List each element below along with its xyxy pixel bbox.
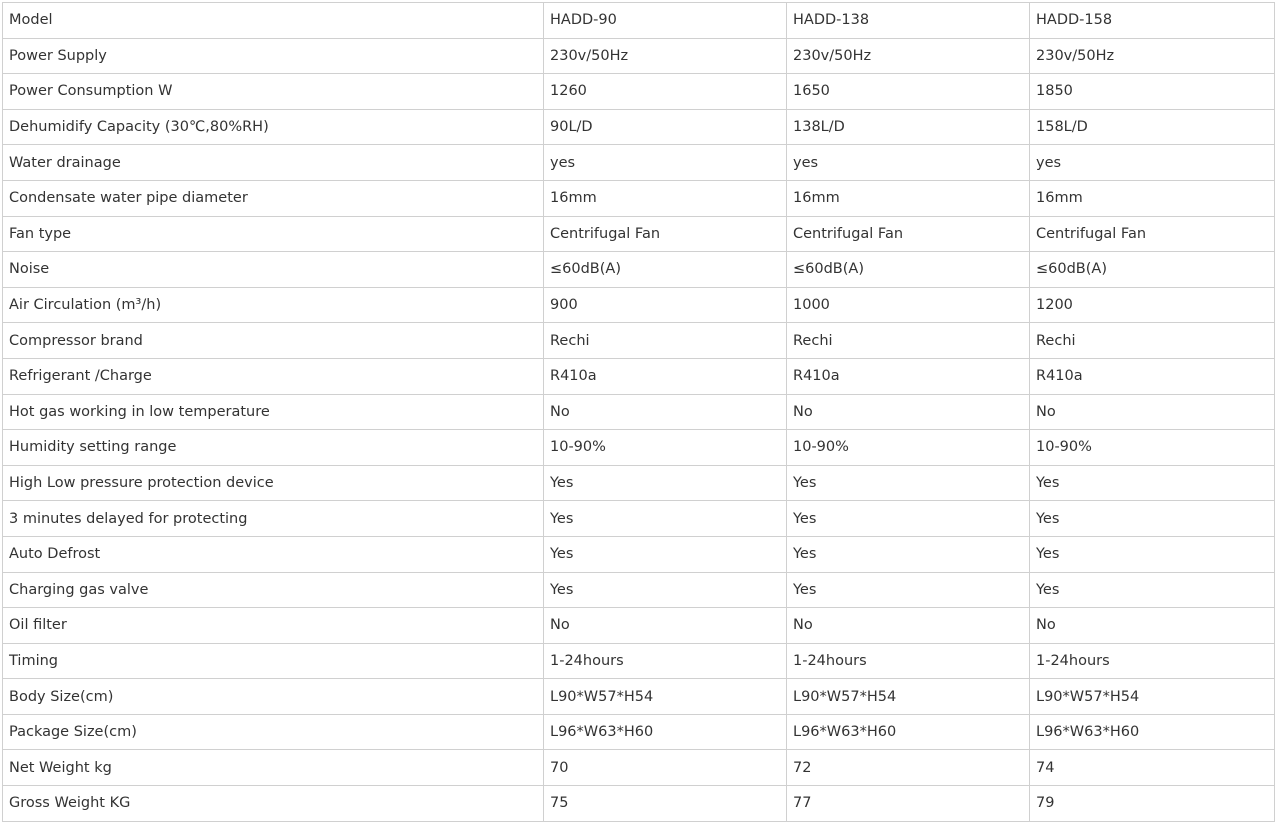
table-row bbox=[3, 216, 1275, 252]
table-row bbox=[3, 430, 1275, 466]
hadd-90-cell: Yes bbox=[544, 501, 787, 537]
hadd-138-cell: 77 bbox=[787, 786, 1030, 822]
table-row bbox=[3, 608, 1275, 644]
table-row bbox=[3, 750, 1275, 786]
hadd-158-cell: R410a bbox=[1030, 358, 1275, 394]
hadd-90-cell: Yes bbox=[544, 536, 787, 572]
spec-label-cell: Charging gas valve bbox=[3, 572, 544, 608]
hadd-138-cell: 138L/D bbox=[787, 109, 1030, 145]
hadd-158-cell: ≤60dB(A) bbox=[1030, 252, 1275, 288]
hadd-158-cell: Yes bbox=[1030, 465, 1275, 501]
hadd-138-cell: 1650 bbox=[787, 74, 1030, 110]
table-row bbox=[3, 287, 1275, 323]
spec-label-cell: Air Circulation (m³/h) bbox=[3, 287, 544, 323]
hadd-90-cell: No bbox=[544, 608, 787, 644]
hadd-158-cell: Centrifugal Fan bbox=[1030, 216, 1275, 252]
hadd-138-cell: Yes bbox=[787, 465, 1030, 501]
hadd-158-cell: yes bbox=[1030, 145, 1275, 181]
hadd-138-cell: yes bbox=[787, 145, 1030, 181]
hadd-138-cell: ≤60dB(A) bbox=[787, 252, 1030, 288]
hadd-158-cell: 79 bbox=[1030, 786, 1275, 822]
hadd-90-cell: 90L/D bbox=[544, 109, 787, 145]
hadd-90-cell: R410a bbox=[544, 358, 787, 394]
hadd-138-cell: 72 bbox=[787, 750, 1030, 786]
hadd-158-cell: Yes bbox=[1030, 572, 1275, 608]
hadd-158-cell: L90*W57*H54 bbox=[1030, 679, 1275, 715]
table-row bbox=[3, 536, 1275, 572]
hadd-158-cell: 230v/50Hz bbox=[1030, 38, 1275, 74]
table-row bbox=[3, 572, 1275, 608]
hadd-90-cell: No bbox=[544, 394, 787, 430]
table-row bbox=[3, 358, 1275, 394]
hadd-158-cell: 1200 bbox=[1030, 287, 1275, 323]
table-row bbox=[3, 145, 1275, 181]
hadd-138-cell: No bbox=[787, 394, 1030, 430]
hadd-138-cell: L96*W63*H60 bbox=[787, 714, 1030, 750]
table-row bbox=[3, 38, 1275, 74]
hadd-158-cell: 1-24hours bbox=[1030, 643, 1275, 679]
spec-label-cell: Water drainage bbox=[3, 145, 544, 181]
spec-label-cell: Body Size(cm) bbox=[3, 679, 544, 715]
table-row bbox=[3, 252, 1275, 288]
hadd-158-cell: 16mm bbox=[1030, 180, 1275, 216]
spec-label-cell: Power Supply bbox=[3, 38, 544, 74]
hadd-158-cell: No bbox=[1030, 394, 1275, 430]
hadd-90-cell: L96*W63*H60 bbox=[544, 714, 787, 750]
hadd-90-cell: HADD-90 bbox=[544, 3, 787, 39]
hadd-90-cell: L90*W57*H54 bbox=[544, 679, 787, 715]
spec-label-cell: Oil filter bbox=[3, 608, 544, 644]
spec-label-cell: 3 minutes delayed for protecting bbox=[3, 501, 544, 537]
spec-label-cell: Gross Weight KG bbox=[3, 786, 544, 822]
spec-label-cell: Refrigerant /Charge bbox=[3, 358, 544, 394]
spec-table bbox=[2, 2, 1275, 822]
hadd-138-cell: 10-90% bbox=[787, 430, 1030, 466]
hadd-90-cell: Rechi bbox=[544, 323, 787, 359]
hadd-90-cell: 1260 bbox=[544, 74, 787, 110]
spec-label-cell: Fan type bbox=[3, 216, 544, 252]
hadd-90-cell: 900 bbox=[544, 287, 787, 323]
hadd-138-cell: 230v/50Hz bbox=[787, 38, 1030, 74]
table-row bbox=[3, 74, 1275, 110]
hadd-138-cell: 16mm bbox=[787, 180, 1030, 216]
hadd-90-cell: Centrifugal Fan bbox=[544, 216, 787, 252]
spec-label-cell: Noise bbox=[3, 252, 544, 288]
table-row bbox=[3, 786, 1275, 822]
hadd-138-cell: Yes bbox=[787, 572, 1030, 608]
hadd-158-cell: Yes bbox=[1030, 536, 1275, 572]
hadd-138-cell: Yes bbox=[787, 501, 1030, 537]
hadd-90-cell: Yes bbox=[544, 465, 787, 501]
hadd-138-cell: L90*W57*H54 bbox=[787, 679, 1030, 715]
hadd-90-cell: ≤60dB(A) bbox=[544, 252, 787, 288]
spec-label-cell: Net Weight kg bbox=[3, 750, 544, 786]
table-row bbox=[3, 501, 1275, 537]
hadd-158-cell: Yes bbox=[1030, 501, 1275, 537]
hadd-90-cell: 16mm bbox=[544, 180, 787, 216]
table-row bbox=[3, 714, 1275, 750]
hadd-90-cell: 1-24hours bbox=[544, 643, 787, 679]
hadd-158-cell: 10-90% bbox=[1030, 430, 1275, 466]
table-row bbox=[3, 643, 1275, 679]
spec-label-cell: Compressor brand bbox=[3, 323, 544, 359]
hadd-158-cell: L96*W63*H60 bbox=[1030, 714, 1275, 750]
spec-table-body bbox=[3, 3, 1275, 822]
hadd-158-cell: Rechi bbox=[1030, 323, 1275, 359]
table-row bbox=[3, 323, 1275, 359]
spec-label-cell: High Low pressure protection device bbox=[3, 465, 544, 501]
hadd-158-cell: 158L/D bbox=[1030, 109, 1275, 145]
table-row bbox=[3, 394, 1275, 430]
hadd-138-cell: HADD-138 bbox=[787, 3, 1030, 39]
hadd-138-cell: 1-24hours bbox=[787, 643, 1030, 679]
spec-label-cell: Dehumidify Capacity (30℃,80%RH) bbox=[3, 109, 544, 145]
spec-label-cell: Package Size(cm) bbox=[3, 714, 544, 750]
hadd-90-cell: yes bbox=[544, 145, 787, 181]
hadd-90-cell: 10-90% bbox=[544, 430, 787, 466]
spec-label-cell: Model bbox=[3, 3, 544, 39]
hadd-138-cell: No bbox=[787, 608, 1030, 644]
hadd-158-cell: No bbox=[1030, 608, 1275, 644]
hadd-158-cell: 74 bbox=[1030, 750, 1275, 786]
spec-label-cell: Auto Defrost bbox=[3, 536, 544, 572]
spec-label-cell: Power Consumption W bbox=[3, 74, 544, 110]
spec-label-cell: Condensate water pipe diameter bbox=[3, 180, 544, 216]
hadd-138-cell: Centrifugal Fan bbox=[787, 216, 1030, 252]
hadd-138-cell: Yes bbox=[787, 536, 1030, 572]
table-row bbox=[3, 679, 1275, 715]
hadd-90-cell: 230v/50Hz bbox=[544, 38, 787, 74]
table-row bbox=[3, 465, 1275, 501]
hadd-138-cell: R410a bbox=[787, 358, 1030, 394]
table-row bbox=[3, 180, 1275, 216]
hadd-158-cell: HADD-158 bbox=[1030, 3, 1275, 39]
spec-label-cell: Timing bbox=[3, 643, 544, 679]
hadd-158-cell: 1850 bbox=[1030, 74, 1275, 110]
spec-label-cell: Hot gas working in low temperature bbox=[3, 394, 544, 430]
hadd-90-cell: 75 bbox=[544, 786, 787, 822]
table-row bbox=[3, 109, 1275, 145]
hadd-90-cell: Yes bbox=[544, 572, 787, 608]
spec-label-cell: Humidity setting range bbox=[3, 430, 544, 466]
hadd-138-cell: Rechi bbox=[787, 323, 1030, 359]
model-header-row bbox=[3, 3, 1275, 39]
hadd-138-cell: 1000 bbox=[787, 287, 1030, 323]
hadd-90-cell: 70 bbox=[544, 750, 787, 786]
